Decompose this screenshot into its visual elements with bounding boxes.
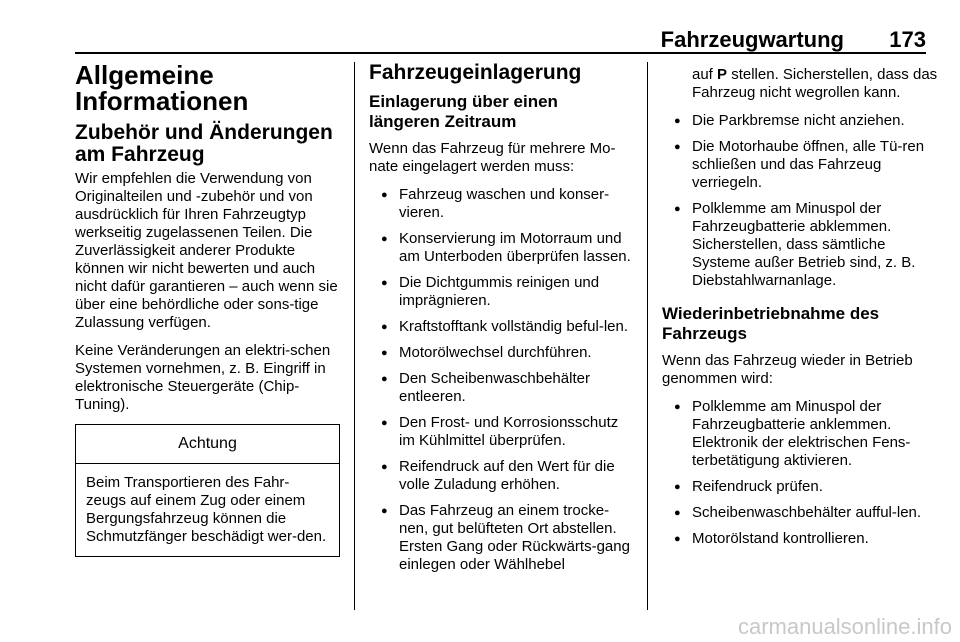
list-item: ● Fahrzeug waschen und konser-vieren. (377, 186, 633, 222)
list-item: ● Motorölstand kontrollieren. (670, 530, 940, 548)
list-item: ● Den Scheibenwaschbehälter entleeren. (377, 370, 633, 406)
continuation-rest: stellen. Sicherstellen, dass das Fahrzeug nicht wegrollen kann. (692, 66, 938, 101)
continuation-text (662, 66, 940, 102)
page-number: 173 (889, 27, 926, 52)
column-left (75, 62, 340, 557)
warning-title: Achtung (76, 425, 339, 464)
continuation-prefix: auf (692, 66, 718, 83)
list-item: ● Motorölwechsel durchführen. (377, 344, 633, 362)
column-divider-2 (647, 62, 648, 610)
column-middle (369, 62, 633, 582)
list-item: ● Die Parkbremse nicht anziehen. (670, 112, 940, 130)
header-divider (75, 52, 926, 54)
column-divider-1 (354, 62, 355, 610)
page-header (0, 0, 960, 54)
list-item: ● Polklemme am Minuspol der Fahrzeugbatterie abklemmen. Sicherstellen, dass sämtliche Systeme außer Betrieb sind, z. B. Diebstahlwarnanlage. (670, 200, 940, 290)
list-item: ● Reifendruck prüfen. (670, 478, 940, 496)
list-item: ● Die Motorhaube öffnen, alle Tü-ren schließen und das Fahrzeug verriegeln. (670, 138, 940, 192)
park-position-label: P (717, 66, 728, 83)
storage-intro: Wenn das Fahrzeug für mehrere Mo-nate eingelagert werden muss: (369, 140, 616, 175)
recommissioning-list (662, 398, 940, 548)
section-title: Fahrzeugwartung (660, 27, 844, 52)
list-item: ● Das Fahrzeug an einem trocke-nen, gut belüfteten Ort abstellen. Ersten Gang oder Rückwärts-gang einlegen oder Wählhebel (377, 502, 633, 574)
column-right (662, 66, 940, 556)
heading-general-info: Allgemeine Informationen (75, 60, 249, 116)
watermark-text: carmanualsonline.info (737, 614, 952, 639)
recommissioning-intro: Wenn das Fahrzeug wieder in Betrieb genommen wird: (662, 352, 913, 387)
list-item: ● Konservierung im Motorraum und am Unterboden überprüfen lassen. (377, 230, 633, 266)
storage-list (369, 186, 633, 574)
warning-text: Beim Transportieren des Fahr-zeugs auf einem Zug oder einem Bergungsfahrzeug können die Schmutzfänger beschädigt wer-den. (86, 474, 327, 545)
list-item: ● Die Dichtgummis reinigen und imprägnieren. (377, 274, 633, 310)
list-item: ● Den Frost- und Korrosionsschutz im Kühlmittel überprüfen. (377, 414, 633, 450)
storage-list-continued (662, 112, 940, 290)
heading-vehicle-storage: Fahrzeugeinlagerung (369, 61, 582, 84)
heading-accessories: Zubehör und Änderungen am Fahrzeug (75, 121, 333, 166)
paragraph-original-parts: Wir empfehlen die Verwendung von Originalteilen und -zubehör und von ausdrücklich für Ihren Fahrzeugtyp werkseitig zugelassenen Teilen. Die Zuverlässigkeit anderer Produkte können wir nicht bewerten und auch nicht dafür garantieren – auch wenn sie über eine behördliche oder sons-tige Zulassung verfügen. (75, 170, 338, 331)
list-item: ● Polklemme am Minuspol der Fahrzeugbatterie anklemmen. Elektronik der elektrischen Fens-terbetätigung aktivieren. (670, 398, 940, 470)
list-item: ● Kraftstofftank vollständig beful-len. (377, 318, 633, 336)
list-item: ● Scheibenwaschbehälter aufful-len. (670, 504, 940, 522)
list-item: ● Reifendruck auf den Wert für die volle Zuladung erhöhen. (377, 458, 633, 494)
paragraph-electrical: Keine Veränderungen an elektri-schen Systemen vornehmen, z. B. Eingriff in elektronische Steuergeräte (Chip-Tuning). (75, 342, 331, 413)
heading-long-storage: Einlagerung über einen längeren Zeitraum (369, 92, 558, 131)
heading-recommissioning: Wiederinbetriebnahme des Fahrzeugs (662, 304, 880, 343)
warning-box (75, 424, 340, 557)
